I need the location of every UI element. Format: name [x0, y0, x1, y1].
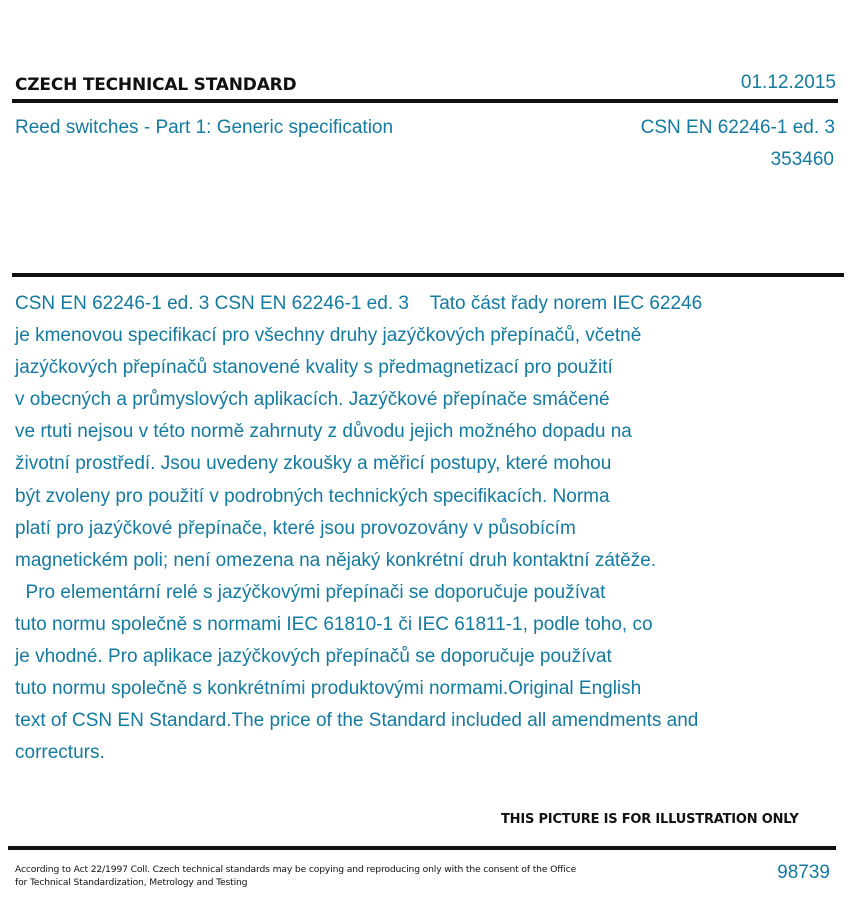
- abstract-line: je vhodné. Pro aplikace jazýčkových přepínačů se doporučuje používat: [15, 646, 612, 668]
- issue-date: 01.12.2015: [740, 72, 836, 93]
- legal-notice-line: According to Act 22/1997 Coll. Czech technical standards may be copying and reproducing only with the consent of the Office: [15, 864, 577, 875]
- abstract-line: magnetickém poli; není omezena na nějaký konkrétní druh kontaktní zátěže.: [15, 549, 657, 571]
- legal-notice-line: for Technical Standardization, Metrology and Testing: [15, 876, 248, 888]
- footer-divider: [8, 846, 836, 850]
- document-type-heading: CZECH TECHNICAL STANDARD: [15, 75, 297, 95]
- legal-notice: [15, 864, 575, 889]
- abstract-line: být zvoleny pro použití v podrobných technických specifikacích. Norma: [15, 485, 610, 507]
- abstract-line: v obecných a průmyslových aplikacích. Jazýčkové přepínače smáčené: [15, 389, 610, 411]
- abstract-line: tuto normu společně s normami IEC 61810-1 či IEC 61811-1, podle toho, co: [15, 613, 653, 635]
- abstract-line: Pro elementární relé s jazýčkovými přepínači se doporučuje používat: [15, 581, 606, 603]
- abstract-line: jazýčkových přepínačů stanovené kvality s předmagnetizací pro použití: [15, 357, 613, 379]
- abstract-line: text of CSN EN Standard.The price of the Standard included all amendments and: [15, 710, 699, 732]
- document-number: 98739: [777, 862, 830, 883]
- standard-title: Reed switches - Part 1: Generic specification: [15, 117, 394, 138]
- top-divider: [12, 99, 838, 103]
- standard-code: CSN EN 62246-1 ed. 3: [640, 117, 835, 138]
- abstract-text: [15, 288, 815, 769]
- illustration-disclaimer: THIS PICTURE IS FOR ILLUSTRATION ONLY: [501, 812, 799, 827]
- abstract-line: tuto normu společně s konkrétními produktovými normami.Original English: [15, 678, 642, 700]
- abstract-line: je kmenovou specifikací pro všechny druhy jazýčkových přepínačů, včetně: [15, 325, 642, 347]
- abstract-line: correcturs.: [15, 742, 105, 764]
- abstract-line: platí pro jazýčkové přepínače, které jsou provozovány v působícím: [15, 517, 576, 539]
- section-divider: [12, 273, 844, 277]
- abstract-line: životní prostředí. Jsou uvedeny zkoušky a měřicí postupy, které mohou: [15, 453, 612, 475]
- abstract-line: ve rtuti nejsou v této normě zahrnuty z důvodu jejich možného dopadu na: [15, 421, 632, 443]
- abstract-line: CSN EN 62246-1 ed. 3 CSN EN 62246-1 ed. 3 Tato část řady norem IEC 62246: [15, 293, 703, 314]
- catalog-number: 353460: [770, 149, 834, 170]
